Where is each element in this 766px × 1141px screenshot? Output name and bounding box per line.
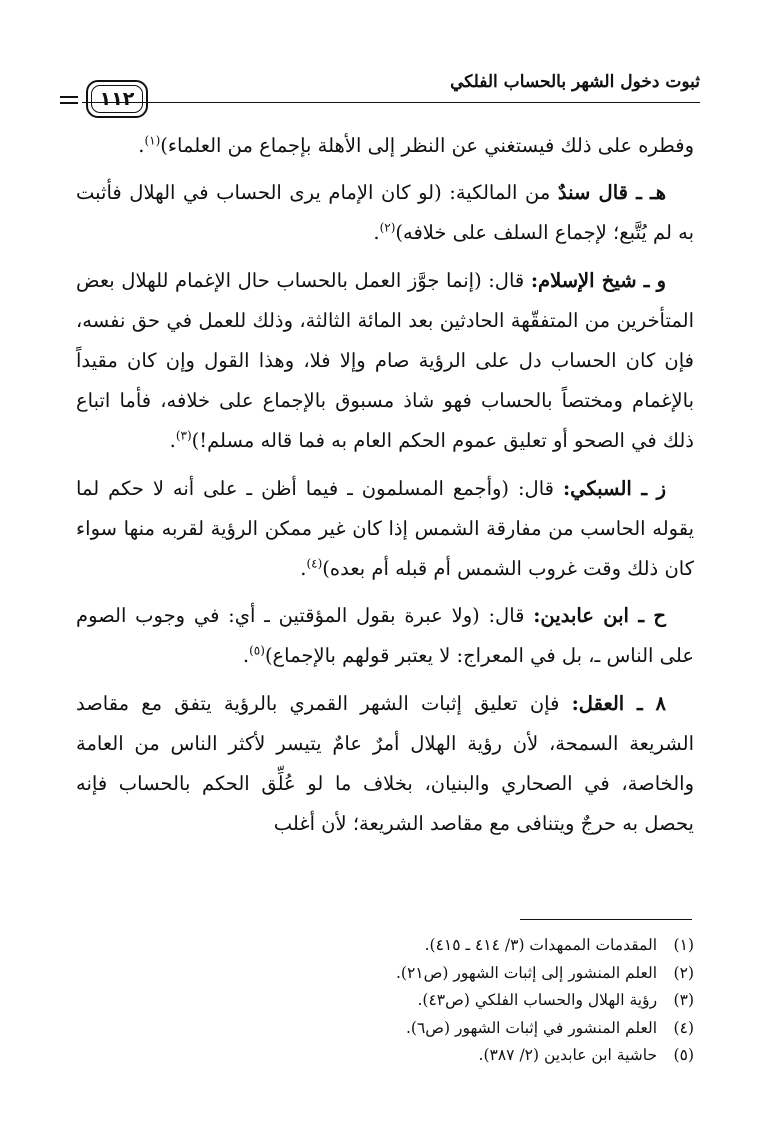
footnote-text: العلم المنشور إلى إثبات الشهور (ص٢١). [396, 963, 658, 982]
paragraph [76, 126, 694, 166]
footnote-text: العلم المنشور في إثبات الشهور (ص٦). [405, 1018, 658, 1037]
footnote-number: (٤) [673, 1018, 694, 1037]
header-rule [82, 102, 700, 103]
paragraph-end: . [138, 134, 145, 157]
main-text [76, 126, 694, 851]
paragraph [76, 684, 694, 845]
paragraph [76, 261, 694, 462]
footnote-text: رؤية الهلال والحساب الفلكي (ص٤٣). [417, 991, 658, 1009]
paragraph-end: . [242, 644, 250, 668]
footnote [76, 960, 694, 988]
paragraph [76, 173, 694, 253]
footnote-ref: (٢) [379, 220, 396, 235]
paragraph-end: . [300, 557, 307, 581]
footnote-ref: (١) [144, 133, 161, 148]
footnotes [76, 932, 694, 1070]
paragraph-text: قال: (إنما جوَّز العمل بالحساب حال الإغمام للهلال بعض المتأخرين من المتفقّهة الحادثين بعد المائة الثالثة، وذلك للعمل في حق نفسه، فإن كان الحساب دل على الرؤية صام وإلا فلا، وهذا القول وإن كان مقيداً بالإغمام ومختصاً بالحساب فهو شاذ مسبوق بالإجماع على خلافه، فأما اتباع ذلك في الصحو أو تعليق عموم الحكم العام به فما قاله مسلم!) [76, 268, 694, 453]
paragraph-text: وفطره على ذلك فيستغني عن النظر إلى الأهلة بإجماع من العلماء) [160, 134, 694, 157]
page-number: ١١٢ [99, 88, 135, 110]
footnote [76, 932, 694, 960]
paragraph-lead: ح ـ ابن عابدين: [533, 604, 666, 628]
footnote-separator [520, 919, 692, 920]
footnote-number: (٥) [673, 1046, 694, 1064]
footnote-ref: (٣) [175, 428, 192, 443]
paragraph [76, 596, 694, 676]
running-header [60, 68, 700, 116]
running-title: ثبوت دخول الشهر بالحساب الفلكي [450, 72, 700, 92]
footnote-ref: (٤) [306, 556, 323, 571]
footnote [76, 1015, 694, 1043]
paragraph-lead: ز ـ السبكي: [562, 476, 666, 500]
paragraph-end: . [169, 429, 176, 453]
paragraph [76, 469, 694, 590]
footnote-text: حاشية ابن عابدين (٢/ ٣٨٧). [478, 1046, 658, 1064]
footnote-text: المقدمات الممهدات (٣/ ٤١٤ ـ ٤١٥). [424, 936, 658, 954]
footnote-number: (٢) [673, 963, 694, 982]
paragraph-text: من المالكية: (لو كان الإمام يرى الحساب في الهلال فأثبت به لم يُتَّبع؛ لإجماع السلف على خلافه) [76, 181, 694, 245]
footnote [76, 1042, 694, 1070]
paragraph-text: قال: (ولا عبرة بقول المؤقتين ـ أي: في وجوب الصوم على الناس ـ، بل في المعراج: لا يعتبر قولهم بالإجماع) [76, 604, 694, 668]
footnote-number: (٣) [673, 991, 694, 1009]
paragraph-text: قال: (وأجمع المسلمون ـ فيما أظن ـ على أنه لا حكم لما يقوله الحاسب من مفارقة الشمس إذا كان غير ممكن الرؤية لقربه منها سواء كان ذلك وقت غروب الشمس أم قبله أم بعده) [76, 476, 694, 581]
paragraph-lead: ٨ ـ العقل: [571, 691, 666, 715]
footnote [76, 987, 694, 1015]
page-number-frame [86, 80, 148, 118]
paragraph-text: فإن تعليق إثبات الشهر القمري بالرؤية يتفق مع مقاصد الشريعة السمحة، لأن رؤية الهلال أمرٌ عامٌ يتيسر لأكثر الناس من العامة والخاصة، في الصحاري والبنيان، بخلاف ما لو عُلِّق الحكم بالحساب فإنه يحصل به حرجٌ ويتنافى مع مقاصد الشريعة؛ لأن أغلب [76, 691, 694, 836]
footnote-number: (١) [673, 936, 694, 954]
header-ornament [60, 96, 78, 98]
paragraph-lead: و ـ شيخ الإسلام: [530, 268, 667, 292]
footnote-ref: (٥) [249, 643, 265, 658]
paragraph-lead: هـ ـ قال سندٌ [557, 181, 667, 205]
paragraph-end: . [373, 221, 380, 245]
